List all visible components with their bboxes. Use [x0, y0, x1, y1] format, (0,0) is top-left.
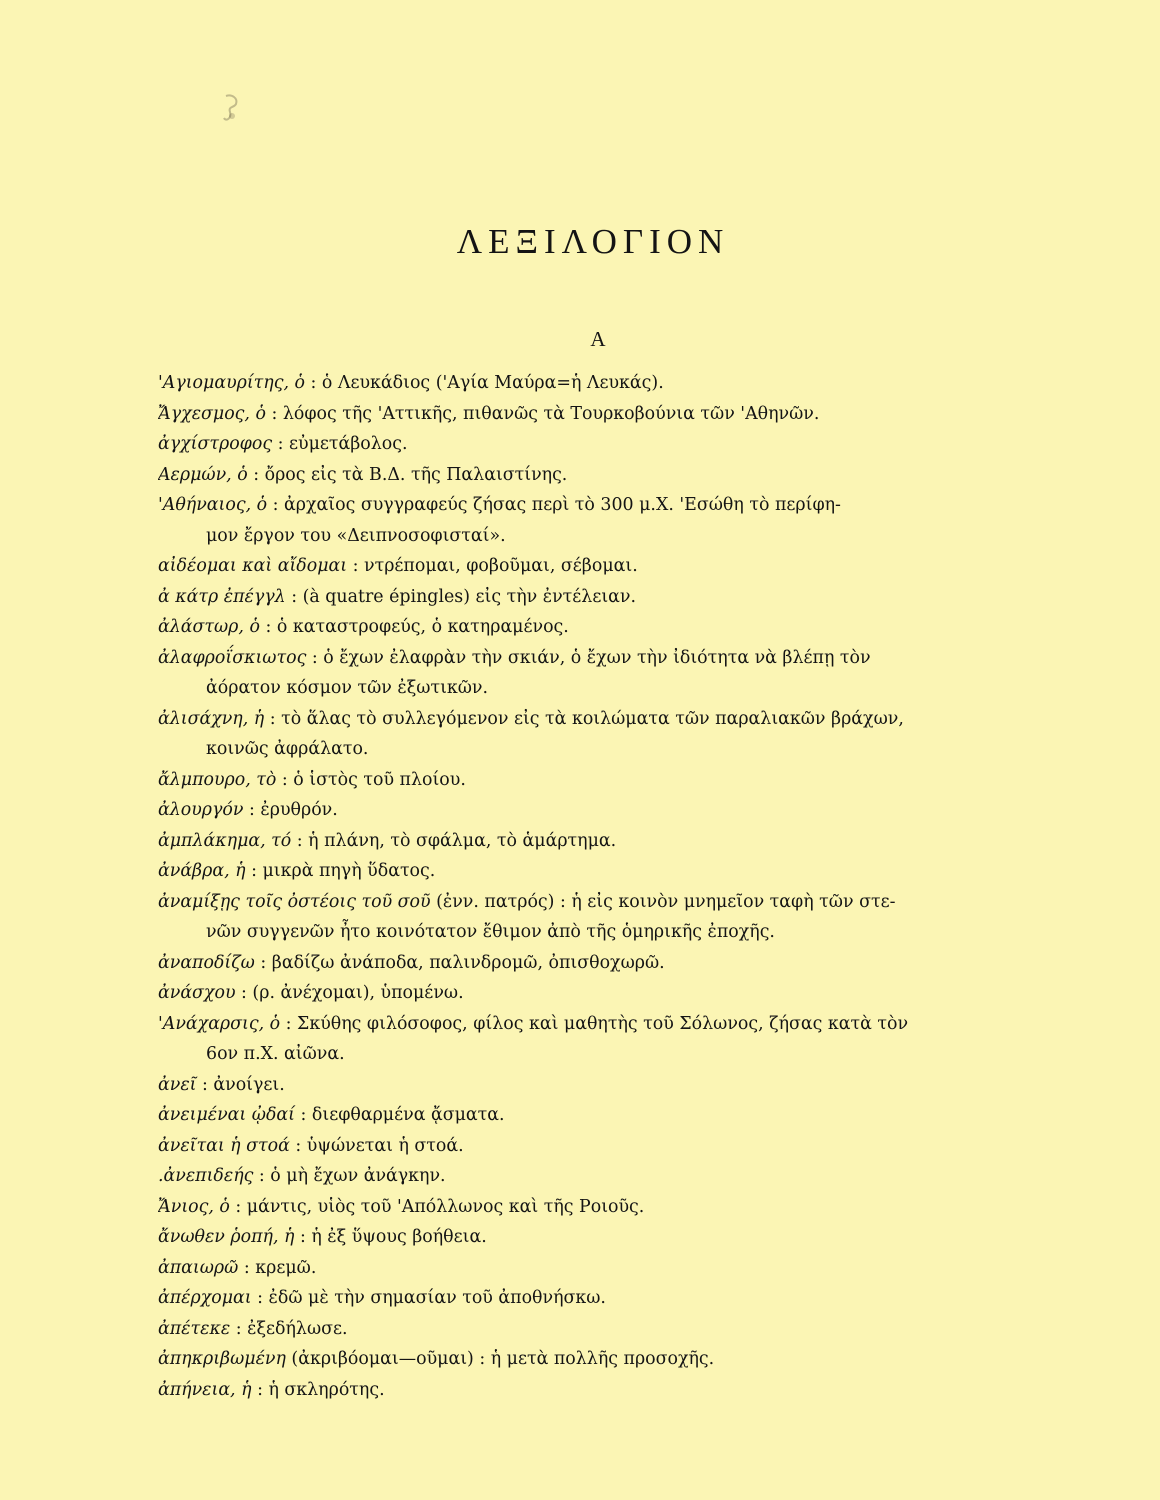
glossary-entry	[158, 704, 1043, 765]
entry-line	[158, 582, 1043, 613]
entry-line	[158, 399, 1043, 430]
glossary-entry	[158, 1100, 1043, 1131]
entry-line	[158, 490, 1043, 521]
entry-definition: : λόφος τῆς 'Αττικῆς, πιθανῶς τὰ Τουρκοβούνια τῶν 'Αθηνῶν.	[265, 403, 820, 424]
entry-line	[158, 1283, 1043, 1314]
entry-definition: : διεφθαρμένα ᾄσματα.	[294, 1105, 505, 1125]
glossary-entry	[158, 887, 1043, 948]
entry-headword: ἀ κάτρ ἐπέγγλ	[158, 586, 286, 607]
glossary-entry	[158, 1375, 1043, 1406]
entry-line	[158, 368, 1043, 399]
entry-definition: : ἡ ἐξ ὕψους βοήθεια.	[294, 1227, 487, 1247]
entry-definition: : ὑψώνεται ἡ στοά.	[289, 1135, 464, 1156]
entry-definition: : μικρὰ πηγὴ ὕδατος.	[245, 861, 436, 881]
entry-definition: : (ρ. ἀνέχομαι), ὑπομένω.	[235, 983, 464, 1003]
glossary-entry	[158, 1283, 1043, 1314]
entry-definition: : ἐξεδήλωσε.	[230, 1318, 348, 1339]
entry-headword: 'Αθήναιος, ὁ	[158, 495, 268, 515]
entry-headword: 'Ανάχαρσις, ὁ	[158, 1013, 281, 1034]
entry-line	[158, 1100, 1043, 1131]
entry-line	[158, 1009, 1043, 1040]
entry-headword: ἀναποδίζω	[158, 952, 255, 973]
entry-headword: ἀπέρχομαι	[158, 1288, 252, 1308]
entry-continuation-line	[158, 734, 1043, 765]
glossary-entry	[158, 1253, 1043, 1284]
entry-headword: Ἄγχεσμος, ὁ	[158, 403, 266, 424]
entry-line	[158, 1344, 1043, 1375]
entry-headword: ἀνεῖται ἡ στοά	[158, 1135, 290, 1156]
entry-definition: μον ἔργον του «Δειπνοσοφισταί».	[206, 525, 506, 546]
entry-headword: ἄνωθεν ῥοπή, ἡ	[158, 1227, 295, 1247]
entry-line	[158, 978, 1043, 1009]
entry-definition: : ἐδῶ μὲ τὴν σημασίαν τοῦ ἀποθνήσκω.	[251, 1288, 606, 1308]
glossary-entry	[158, 1070, 1043, 1101]
glossary-entry	[158, 1314, 1043, 1345]
entry-definition: : ὄρος εἰς τὰ Β.Δ. τῆς Παλαιστίνης.	[247, 464, 568, 485]
entry-definition: : ὁ Λευκάδιος ('Αγία Μαύρα=ἡ Λευκάς).	[305, 373, 664, 393]
glossary-entry	[158, 856, 1043, 887]
entry-headword: 'Αγιομαυρίτης, ὁ	[158, 373, 305, 393]
entry-headword: ἀνεῖ	[158, 1074, 197, 1095]
entry-headword: ἀπηκριβωμένη	[158, 1349, 286, 1369]
glossary-entry	[158, 765, 1043, 796]
glossary-entry	[158, 612, 1043, 643]
glossary-entry	[158, 1192, 1043, 1223]
entry-line	[158, 1222, 1043, 1253]
entry-definition: : μάντις, υἱὸς τοῦ 'Απόλλωνος καὶ τῆς Ροιοῦς.	[229, 1196, 645, 1217]
glossary-entry	[158, 490, 1043, 551]
entry-line	[158, 1192, 1043, 1223]
entry-continuation-line	[158, 673, 1043, 704]
entry-continuation-line	[158, 917, 1043, 948]
glossary-entries	[158, 368, 1043, 1405]
entry-definition: : τὸ ἅλας τὸ συλλεγόμενον εἰς τὰ κοιλώματα τῶν παραλιακῶν βράχων,	[264, 708, 904, 729]
entry-line	[158, 429, 1043, 460]
entry-headword: αἰδέομαι καὶ αἴδομαι	[158, 556, 348, 576]
entry-definition: : ἀνοίγει.	[196, 1074, 285, 1095]
entry-definition: : Σκύθης φιλόσοφος, φίλος καὶ μαθητὴς τοῦ Σόλωνος, ζήσας κατὰ τὸν	[280, 1013, 909, 1034]
entry-definition: 6ον π.Χ. αἰῶνα.	[206, 1044, 345, 1064]
glossary-entry	[158, 582, 1043, 613]
glossary-entry	[158, 1222, 1043, 1253]
entry-definition: : βαδίζω ἀνάποδα, παλινδρομῶ, ὀπισθοχωρῶ.	[254, 952, 665, 973]
entry-definition: νῶν συγγενῶν ἦτο κοινότατον ἔθιμον ἀπὸ τῆς ὁμηρικῆς ἐποχῆς.	[206, 922, 775, 942]
entry-line	[158, 1314, 1043, 1345]
entry-headword: ἀπέτεκε	[158, 1318, 231, 1339]
entry-headword: ἀλουργόν	[158, 800, 244, 820]
entry-definition: : ἡ σκληρότης.	[251, 1379, 385, 1400]
entry-definition: : εὐμετάβολος.	[272, 434, 408, 454]
entry-headword: ἄλμπουρο, τὸ	[158, 769, 277, 790]
glossary-entry	[158, 1161, 1043, 1192]
entry-definition: : ἡ πλάνη, τὸ σφάλμα, τὸ ἁμάρτημα.	[291, 830, 617, 851]
entry-headword: ἀναμίξῃς τοῖς ὀστέοις τοῦ σοῦ	[158, 891, 431, 912]
glossary-entry	[158, 643, 1043, 704]
entry-line	[158, 643, 1043, 674]
entry-continuation-line	[158, 521, 1043, 552]
glossary-entry	[158, 795, 1043, 826]
entry-headword: ἀλαφροΐσκιωτος	[158, 647, 307, 668]
glossary-entry	[158, 826, 1043, 857]
entry-line	[158, 460, 1043, 491]
entry-headword: .ἀνεπιδεής	[158, 1166, 254, 1186]
entry-headword: ἀμπλάκημα, τό	[158, 830, 292, 851]
entry-definition: ἀόρατον κόσμον τῶν ἐξωτικῶν.	[206, 678, 489, 698]
entry-line	[158, 948, 1043, 979]
ink-blot-mark	[218, 92, 252, 128]
entry-headword: ἀλάστωρ, ὁ	[158, 617, 260, 637]
glossary-entry	[158, 460, 1043, 491]
glossary-entry	[158, 399, 1043, 430]
entry-line	[158, 704, 1043, 735]
entry-definition: : ὁ μὴ ἔχων ἀνάγκην.	[253, 1166, 446, 1186]
entry-headword: ἀλισάχνη, ἡ	[158, 708, 265, 729]
entry-headword: ἀγχίστροφος	[158, 434, 273, 454]
entry-definition: : ἐρυθρόν.	[243, 800, 338, 820]
entry-definition: : ἀρχαῖος συγγραφεύς ζήσας περὶ τὸ 300 μ.Χ. 'Εσώθη τὸ περίφη-	[267, 495, 841, 515]
section-letter: Α	[590, 327, 606, 351]
entry-definition: : ντρέπομαι, φοβοῦμαι, σέβομαι.	[347, 556, 638, 576]
glossary-entry	[158, 1344, 1043, 1375]
entry-headword: Αερμών, ὁ	[158, 464, 248, 485]
entry-headword: ἀνειμέναι ᾠδαί	[158, 1105, 295, 1125]
glossary-entry	[158, 1131, 1043, 1162]
entry-line	[158, 765, 1043, 796]
entry-definition: : ὁ ἔχων ἐλαφρὰν τὴν σκιάν, ὁ ἔχων τὴν ἰδιότητα νὰ βλέπῃ τὸν	[306, 647, 871, 668]
entry-definition: : (à quatre épingles) εἰς τὴν ἐντέλειαν.	[285, 586, 636, 607]
entry-headword: ἀπήνεια, ἡ	[158, 1379, 252, 1400]
entry-line	[158, 1375, 1043, 1406]
entry-definition: : ὁ ἱστὸς τοῦ πλοίου.	[276, 769, 466, 790]
entry-definition: (ἐνν. πατρός) : ἡ εἰς κοινὸν μνημεῖον ταφὴ τῶν στε-	[430, 891, 896, 912]
glossary-entry	[158, 1009, 1043, 1070]
entry-line	[158, 1131, 1043, 1162]
entry-line	[158, 1253, 1043, 1284]
entry-line	[158, 826, 1043, 857]
entry-line	[158, 887, 1043, 918]
entry-line	[158, 1161, 1043, 1192]
glossary-entry	[158, 551, 1043, 582]
glossary-entry	[158, 948, 1043, 979]
entry-definition: : κρεμῶ.	[238, 1257, 317, 1278]
entry-continuation-line	[158, 1039, 1043, 1070]
entry-line	[158, 795, 1043, 826]
entry-definition: : ὁ καταστροφεύς, ὁ κατηραμένος.	[259, 617, 569, 637]
entry-headword: ἀπαιωρῶ	[158, 1257, 239, 1278]
entry-headword: ἀνάβρα, ἡ	[158, 861, 246, 881]
entry-headword: ἀνάσχου	[158, 983, 236, 1003]
entry-line	[158, 1070, 1043, 1101]
page-title: ΛΕΞΙΛΟΓΙΟΝ	[456, 222, 730, 261]
entry-definition: (ἀκριβόομαι—οῦμαι) : ἡ μετὰ πολλῆς προσοχῆς.	[285, 1349, 715, 1369]
entry-line	[158, 612, 1043, 643]
entry-line	[158, 551, 1043, 582]
entry-line	[158, 856, 1043, 887]
glossary-entry	[158, 978, 1043, 1009]
entry-headword: Ἄνιος, ὁ	[158, 1196, 230, 1217]
entry-definition: κοινῶς ἀφράλατο.	[206, 739, 369, 759]
glossary-entry	[158, 368, 1043, 399]
glossary-entry	[158, 429, 1043, 460]
